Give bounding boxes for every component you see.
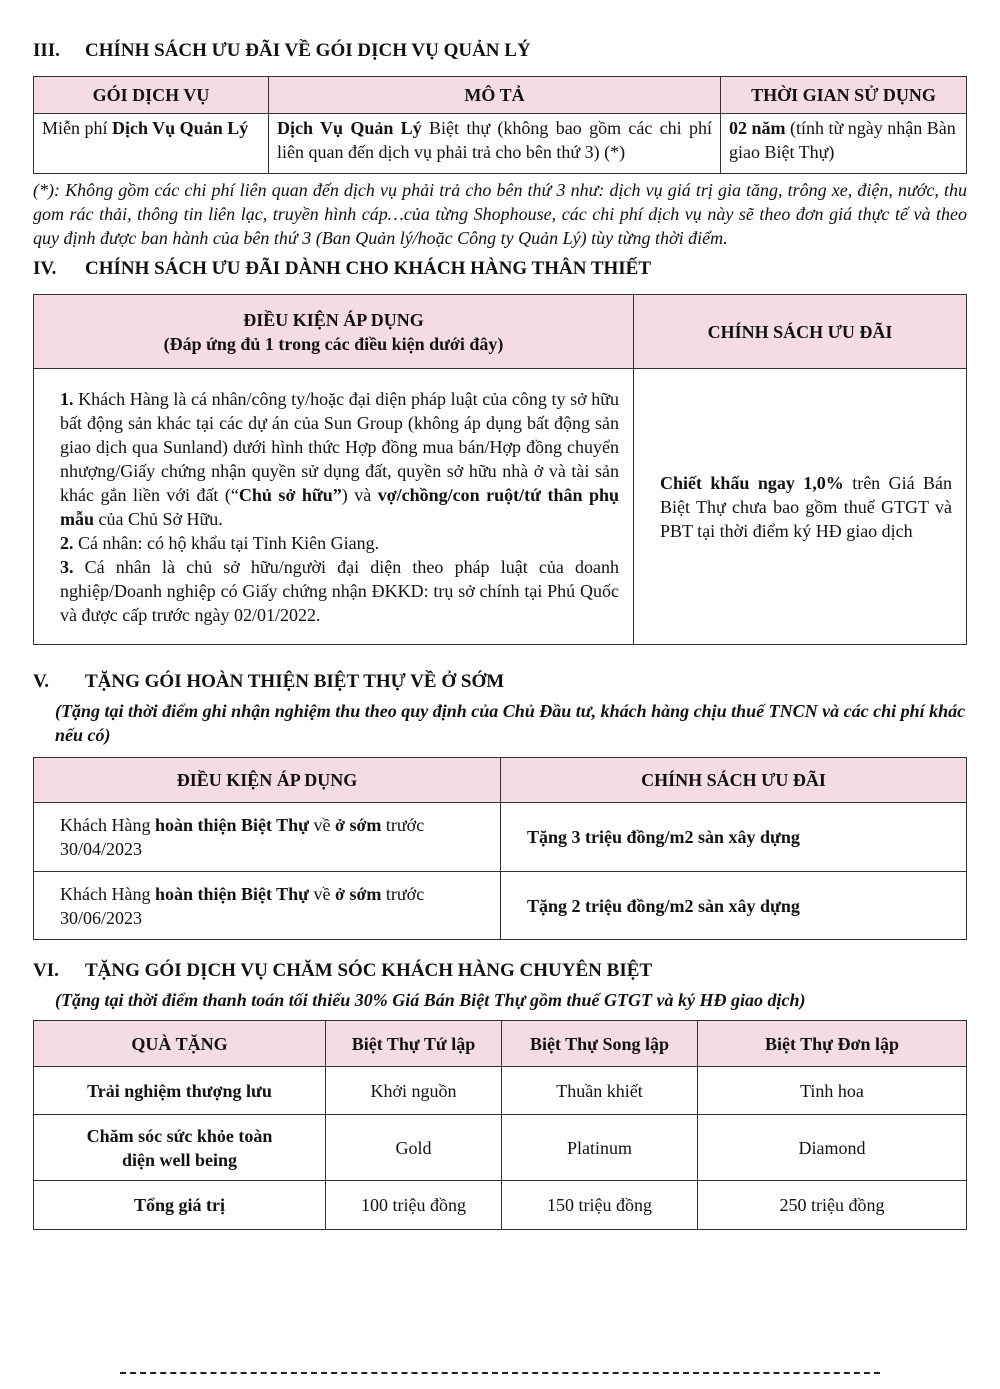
gift-row-3-label: Tổng giá trị xyxy=(34,1181,326,1230)
section-4-number: IV. xyxy=(33,258,57,279)
service-package-prefix: Miễn phí xyxy=(42,118,112,138)
header-semi-detached-villa: Biệt Thự Song lập xyxy=(502,1021,698,1067)
section-6-subtitle: (Tặng tại thời điểm thanh toán tối thiểu 30% Giá Bán Biệt Thự gồm thuế GTGT và ký HĐ giao dịch) xyxy=(55,990,806,1010)
header-conditions-subtitle: (Đáp ứng đủ 1 trong các điều kiện dưới đây) xyxy=(163,333,504,354)
section-4-title: CHÍNH SÁCH ƯU ĐÃI DÀNH CHO KHÁCH HÀNG THÂN THIẾT xyxy=(85,258,652,279)
finish-condition-2 xyxy=(34,872,501,940)
gift-row-1-semi: Thuần khiết xyxy=(502,1067,698,1115)
condition-2-text: Cá nhân: có hộ khẩu tại Tỉnh Kiên Giang. xyxy=(73,532,380,553)
finish-condition-2-a: Khách Hàng xyxy=(60,883,155,904)
condition-1-owner: Chủ sở hữu” xyxy=(238,484,342,505)
header-usage-time: THỜI GIAN SỬ DỤNG xyxy=(721,77,967,114)
header-description: MÔ TẢ xyxy=(269,77,721,114)
section-6-number: VI. xyxy=(33,960,59,981)
service-package-cell xyxy=(34,114,269,174)
condition-2 xyxy=(60,531,619,555)
header-service-package: GÓI DỊCH VỤ xyxy=(34,77,269,114)
condition-1-text: Khách Hàng là cá nhân/công ty/hoặc đại diện pháp luật của công ty sở hữu bất động sản khác tại các dự án của Sun Group (không áp dụng bất động sản giao dịch qua Sunland) dưới hình thức Hợp đồng mua bán/Hợp đồng chuyển nhượng/Giấy chứng nhận quyền sử dụng đất, quyền sở hữu nhà ở và tài sản khác gắn liền với đất (“ xyxy=(60,388,619,505)
section-6-title: TẶNG GÓI DỊCH VỤ CHĂM SÓC KHÁCH HÀNG CHUYÊN BIỆT xyxy=(85,960,653,981)
condition-1 xyxy=(60,387,619,531)
finish-condition-2-e: trước 30/06/2023 xyxy=(60,883,425,928)
header-conditions-v: ĐIỀU KIỆN ÁP DỤNG xyxy=(34,758,501,803)
gift-row-3-detached: 250 triệu đồng xyxy=(698,1181,967,1230)
header-policy: CHÍNH SÁCH ƯU ĐÃI xyxy=(634,295,967,369)
document-page xyxy=(33,40,967,1230)
section-3-footnote: (*): Không gồm các chi phí liên quan đến dịch vụ phải trả cho bên thứ 3 như: dịch vụ giá trị gia tăng, trông xe, điện, nước, thu gom rác thải, thông tin liên lạc, truyền hình cáp…của từng Shophouse, các chi phí dịch vụ này sẽ theo đơn giá thực tế và theo quy định được ban hành của bên thứ 3 (Ban Quản lý/hoặc Công ty Quản Lý) tùy từng thời điểm. xyxy=(33,180,967,248)
condition-3-text: Cá nhân là chủ sở hữu/người đại diện theo pháp luật của doanh nghiệp/Doanh nghiệp có Giấy chứng nhận ĐKKD: trụ sở chính tại Phú Quốc và được cấp trước ngày 02/01/2022. xyxy=(60,556,619,625)
conditions-cell xyxy=(34,369,634,645)
section-5-table xyxy=(33,757,967,940)
policy-cell xyxy=(634,369,967,645)
section-4-heading xyxy=(33,258,967,286)
section-3-number: III. xyxy=(33,40,60,61)
usage-time-bold: 02 năm xyxy=(729,118,786,138)
usage-time-text: (tính từ ngày nhận Bàn giao Biệt Thự) xyxy=(729,118,956,162)
condition-1-and: ) và xyxy=(341,484,378,505)
gift-row-3-quad: 100 triệu đồng xyxy=(326,1181,502,1230)
finish-condition-1-d: ở sớm xyxy=(334,815,382,835)
gift-row-2-label: Chăm sóc sức khỏe toàn diện well being xyxy=(34,1115,326,1181)
header-conditions-title: ĐIỀU KIỆN ÁP DỤNG xyxy=(243,309,424,330)
finish-policy-2: Tặng 2 triệu đồng/m2 sàn xây dựng xyxy=(501,872,967,940)
gift-row-1-label: Trải nghiệm thượng lưu xyxy=(34,1067,326,1115)
usage-time-cell xyxy=(721,114,967,174)
description-bold: Dịch Vụ Quản Lý xyxy=(277,118,422,138)
finish-condition-1-b: hoàn thiện Biệt Thự xyxy=(154,815,309,835)
section-6-heading xyxy=(33,960,967,988)
finish-condition-2-b: hoàn thiện Biệt Thự xyxy=(154,883,309,904)
gift-row-1-detached: Tinh hoa xyxy=(698,1067,967,1115)
section-3-table xyxy=(33,76,967,174)
section-6-table xyxy=(33,1020,967,1230)
section-5-heading xyxy=(33,671,967,699)
header-detached-villa: Biệt Thự Đơn lập xyxy=(698,1021,967,1067)
gift-row-1-quad: Khởi nguồn xyxy=(326,1067,502,1115)
section-5-number: V. xyxy=(33,671,50,692)
gift-row-2-quad: Gold xyxy=(326,1115,502,1181)
section-5-title: TẶNG GÓI HOÀN THIỆN BIỆT THỰ VỀ Ở SỚM xyxy=(85,671,505,692)
section-3-title: CHÍNH SÁCH ƯU ĐÃI VỀ GÓI DỊCH VỤ QUẢN LÝ xyxy=(85,40,531,61)
condition-1-relatives: vợ/chồng/con ruột/tứ thân phụ mẫu xyxy=(60,484,619,529)
condition-1-number: 1. xyxy=(60,388,74,409)
finish-condition-2-c: về xyxy=(308,883,335,904)
header-policy-v: CHÍNH SÁCH ƯU ĐÃI xyxy=(501,758,967,803)
section-3-heading xyxy=(33,40,967,68)
condition-3-number: 3. xyxy=(60,556,74,577)
service-package-name: Dịch Vụ Quản Lý xyxy=(112,118,249,138)
condition-2-number: 2. xyxy=(60,532,74,553)
header-quad-villa: Biệt Thự Tứ lập xyxy=(326,1021,502,1067)
gift-row-3-semi: 150 triệu đồng xyxy=(502,1181,698,1230)
finish-condition-1-a: Khách Hàng xyxy=(60,815,155,835)
description-cell xyxy=(269,114,721,174)
gift-row-2-detached: Diamond xyxy=(698,1115,967,1181)
policy-text: trên Giá Bán Biệt Thự chưa bao gồm thuế GTGT và PBT tại thời điểm ký HĐ giao dịch xyxy=(660,472,952,541)
footer-dashed-separator xyxy=(120,1372,880,1374)
header-conditions xyxy=(34,295,634,369)
condition-1-end: của Chủ Sở Hữu. xyxy=(94,508,223,529)
finish-condition-2-d: ở sớm xyxy=(334,883,382,904)
finish-condition-1 xyxy=(34,803,501,872)
header-gift: QUÀ TẶNG xyxy=(34,1021,326,1067)
finish-policy-1: Tặng 3 triệu đồng/m2 sàn xây dựng xyxy=(501,803,967,872)
condition-3 xyxy=(60,555,619,627)
policy-discount: Chiết khấu ngay 1,0% xyxy=(660,472,844,493)
description-text: Biệt thự (không bao gồm các chi phí liên quan đến dịch vụ phải trả cho bên thứ 3) (*) xyxy=(277,118,713,162)
gift-row-2-semi: Platinum xyxy=(502,1115,698,1181)
finish-condition-1-e: trước 30/04/2023 xyxy=(60,815,425,859)
section-4-table xyxy=(33,294,967,645)
finish-condition-1-c: về xyxy=(308,815,335,835)
section-5-subtitle: (Tặng tại thời điểm ghi nhận nghiệm thu theo quy định của Chủ Đầu tư, khách hàng chịu thuế TNCN và các chi phí khác nếu có) xyxy=(55,701,966,745)
